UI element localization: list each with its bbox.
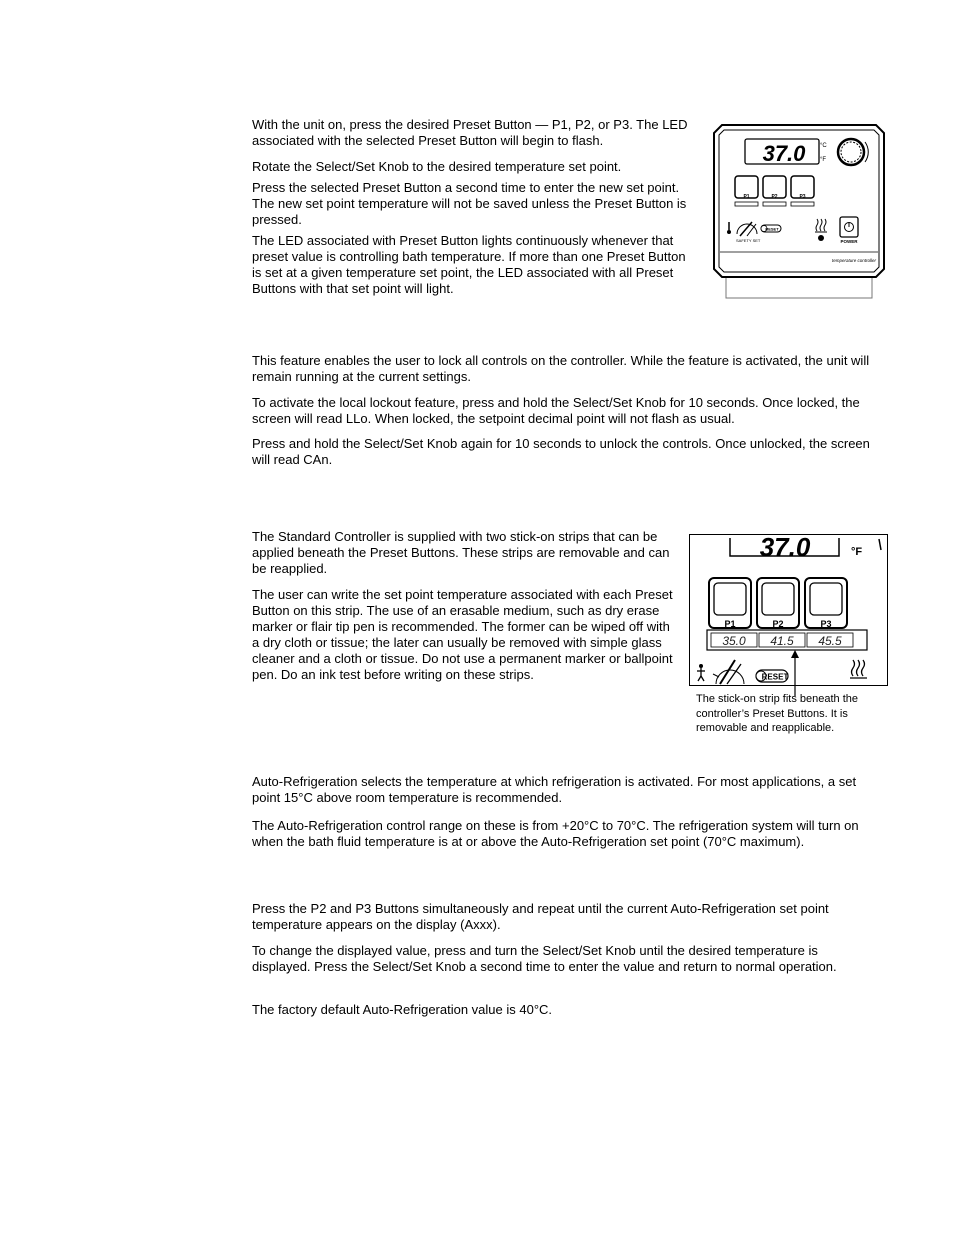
autorefrig-set-paragraph-2: To change the displayed value, press and turn the Select/Set Knob until the desired temperature is displayed. Press the Select/Set Knob a second time to enter the value and return to normal operation.	[252, 943, 837, 974]
preset-p2-label: P2	[771, 194, 778, 200]
preset-button-p2[interactable]	[763, 176, 786, 200]
strip-p2-label: P2	[772, 619, 784, 629]
strip-value-p1: 35.0	[722, 634, 746, 648]
strip-display-value: 37.0	[759, 532, 811, 562]
strip-illustration	[689, 534, 889, 694]
strip-paragraph-1: The Standard Controller is supplied with two stick-on strips that can be applied beneath the Preset Buttons. These strips are removable and can be reapplied.	[252, 529, 670, 576]
controller-footer-label: temperature controller	[832, 258, 877, 263]
strip-figure-caption: The stick-on strip fits beneath the controller’s Preset Buttons. It is removable and reapplicable.	[696, 693, 859, 734]
autorefrig-set-paragraph-3: The factory default Auto-Refrigeration value is 40°C.	[252, 1002, 553, 1017]
power-button[interactable]	[840, 217, 858, 237]
strip-reset-label: RESET	[761, 672, 789, 682]
heater-led	[818, 235, 824, 241]
controller-display-value: 37.0	[762, 141, 806, 166]
preset-paragraph-2: Rotate the Select/Set Knob to the desired temperature set point.	[252, 159, 622, 174]
autorefrig-paragraph-1: Auto-Refrigeration selects the temperature at which refrigeration is activated. For most applications, a set point 15°C above room temperature is recommended.	[252, 774, 857, 805]
unit-f-label: °F	[820, 157, 827, 163]
preset-paragraph-1: With the unit on, press the desired Preset Button — P1, P2, or P3. The LED associated with the selected Preset Button will begin to flash.	[252, 117, 688, 148]
unit-c-label: °C	[820, 143, 827, 149]
preset-paragraph-3: Press the selected Preset Button a second time to enter the new set point. The new set point temperature will not be saved unless the Preset Button is pressed.	[252, 180, 687, 227]
preset-paragraph-4: The LED associated with Preset Button lights continuously whenever that preset value is controlling bath temperature. If more than one Preset Button is set at a given temperature set point, the LED associated with all Preset Buttons with that set point will light.	[252, 233, 686, 296]
preset-p1-led	[735, 202, 758, 206]
strip-preset-button-p3[interactable]	[805, 578, 847, 629]
strip-p3-label: P3	[820, 619, 832, 629]
strip-unit-label: °F	[851, 546, 863, 558]
safety-set-label: SAFETY SET	[736, 238, 761, 243]
strip-value-p2: 41.5	[770, 634, 794, 648]
preset-p1-label: P1	[743, 194, 750, 200]
lockout-paragraph-2: To activate the local lockout feature, press and hold the Select/Set Knob for 10 seconds. Once locked, the screen will read LLo. When locked, the setpoint decimal point will not flash as usual.	[252, 395, 860, 426]
autorefrig-set-paragraph-1: Press the P2 and P3 Buttons simultaneously and repeat until the current Auto-Refrigeration set point temperature appears on the display (Axxx).	[252, 901, 829, 932]
strip-preset-button-p2[interactable]	[757, 578, 799, 629]
preset-p3-label: P3	[799, 194, 806, 200]
power-label: POWER	[840, 239, 858, 244]
strip-preset-button-p1[interactable]	[709, 578, 751, 629]
preset-button-p3[interactable]	[791, 176, 814, 200]
strip-reset-button[interactable]	[756, 670, 788, 682]
lockout-paragraph-3: Press and hold the Select/Set Knob again for 10 seconds to unlock the controls. Once unlocked, the screen will read CAn.	[252, 436, 870, 467]
autorefrig-paragraph-2: The Auto-Refrigeration control range on these is from +20°C to 70°C. The refrigeration system will turn on when the bath fluid temperature is at or above the Auto-Refrigeration set point (70°C maximum).	[252, 818, 859, 849]
reset-label: RESET	[765, 226, 779, 232]
preset-button-p1[interactable]	[735, 176, 758, 200]
preset-p2-led	[763, 202, 786, 206]
stick-on-strip	[707, 630, 867, 650]
strip-value-p3: 45.5	[818, 634, 842, 648]
reset-button[interactable]	[761, 225, 781, 232]
preset-p3-led	[791, 202, 814, 206]
strip-paragraph-2: The user can write the set point temperature associated with each Preset Button on this strip. The use of an erasable medium, such as dry erase marker or flair tip pen is recommended. The former can be wiped off with a dry cloth or tissue; the later can usually be removed with simple glass cleaner and a cloth or tissue. Do not use a permanent marker or ballpoint pen. Do an ink test before writing on these strips.	[252, 587, 673, 682]
lockout-paragraph-1: This feature enables the user to lock all controls on the controller. While the feature is activated, the unit will remain running at the current settings.	[252, 353, 870, 384]
controller-illustration	[712, 124, 888, 300]
strip-p1-label: P1	[724, 619, 736, 629]
select-set-knob[interactable]	[838, 139, 864, 165]
